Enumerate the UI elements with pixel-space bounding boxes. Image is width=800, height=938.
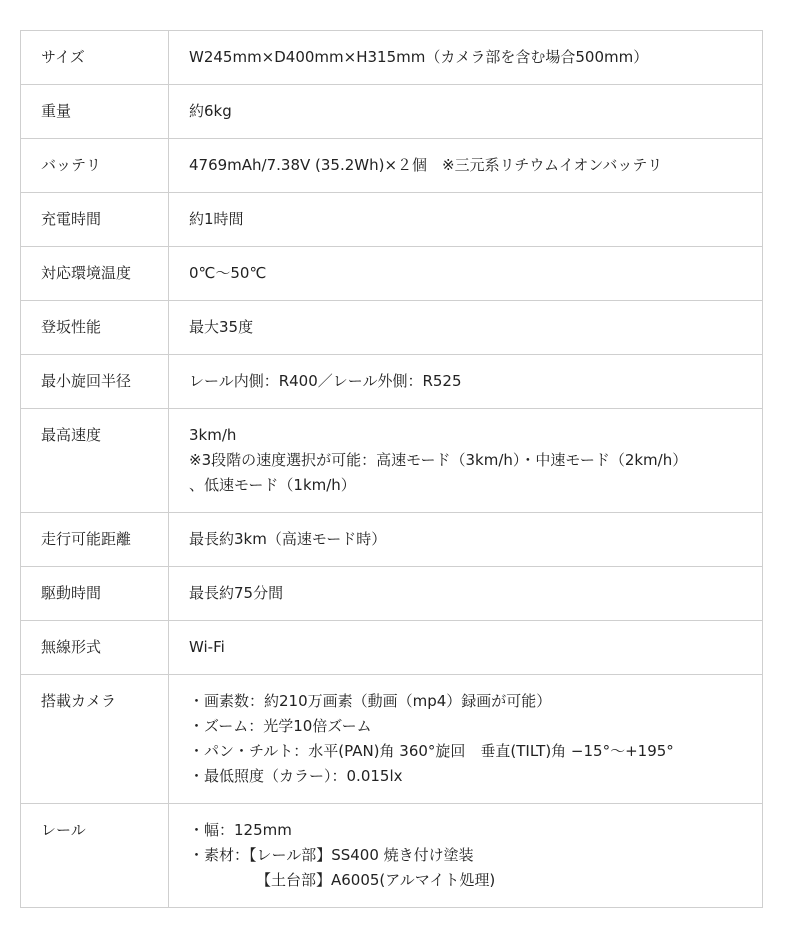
spec-row-max-speed [21,409,763,513]
spec-value [169,513,763,567]
spec-value-line: 最長約3km（高速モード時） [189,530,387,548]
spec-label: バッテリ [21,139,169,193]
spec-value-line: 【土台部】A6005(アルマイト処理) [256,871,496,889]
spec-value-line: レール内側：R400／レール外側：R525 [189,372,462,390]
spec-value [169,621,763,675]
spec-label: サイズ [21,31,169,85]
spec-value-line: 約1時間 [189,210,244,228]
spec-value [169,355,763,409]
spec-row-camera [21,675,763,804]
spec-value [169,139,763,193]
spec-value-line: 最大35度 [189,318,254,336]
spec-label: 搭載カメラ [21,675,169,804]
spec-label: 最高速度 [21,409,169,513]
spec-value [169,31,763,85]
spec-value-line: 約6kg [189,102,232,120]
spec-row-weight [21,85,763,139]
spec-label: 充電時間 [21,193,169,247]
spec-label: レール [21,804,169,908]
spec-value-line: ・幅：125mm [189,821,292,839]
spec-row-temperature [21,247,763,301]
spec-value-line: ・画素数：約210万画素（動画（mp4）録画が可能） [189,692,552,710]
spec-value [169,675,763,804]
spec-value-line: 、低速モード（1km/h） [189,476,356,494]
spec-value [169,301,763,355]
spec-value-line: W245mm×D400mm×H315mm（カメラ部を含む場合500mm） [189,48,649,66]
spec-value [169,804,763,908]
spec-label: 最小旋回半径 [21,355,169,409]
spec-label: 登坂性能 [21,301,169,355]
spec-row-range [21,513,763,567]
spec-value-line: ・パン・チルト：水平(PAN)角 360°旋回 垂直(TILT)角 −15°〜+195° [189,742,674,760]
spec-row-battery [21,139,763,193]
spec-value [169,85,763,139]
spec-row-turning-radius [21,355,763,409]
spec-value [169,567,763,621]
spec-value-line: 最長約75分間 [189,584,284,602]
spec-value-line: Wi-Fi [189,638,225,656]
spec-label: 対応環境温度 [21,247,169,301]
spec-row-charge-time [21,193,763,247]
spec-value-line: ※3段階の速度選択が可能：高速モード（3km/h）・中速モード（2km/h） [189,451,688,469]
spec-label: 駆動時間 [21,567,169,621]
spec-value-line: 0℃〜50℃ [189,264,267,282]
spec-label: 無線形式 [21,621,169,675]
spec-row-wireless [21,621,763,675]
spec-value-line: ・最低照度（カラー）：0.015lx [189,767,403,785]
spec-row-rail [21,804,763,908]
spec-value-line: ・素材：【レール部】SS400 焼き付け塗装 [189,846,474,864]
spec-value [169,247,763,301]
spec-value [169,193,763,247]
spec-row-climbing [21,301,763,355]
spec-table [20,30,763,908]
spec-label: 走行可能距離 [21,513,169,567]
spec-label: 重量 [21,85,169,139]
spec-value [169,409,763,513]
spec-value-line: 4769mAh/7.38V (35.2Wh)×２個 ※三元系リチウムイオンバッテリ [189,156,663,174]
spec-value-line: 3km/h [189,426,237,444]
spec-value-line: ・ズーム：光学10倍ズーム [189,717,372,735]
spec-row-size [21,31,763,85]
spec-row-drive-time [21,567,763,621]
